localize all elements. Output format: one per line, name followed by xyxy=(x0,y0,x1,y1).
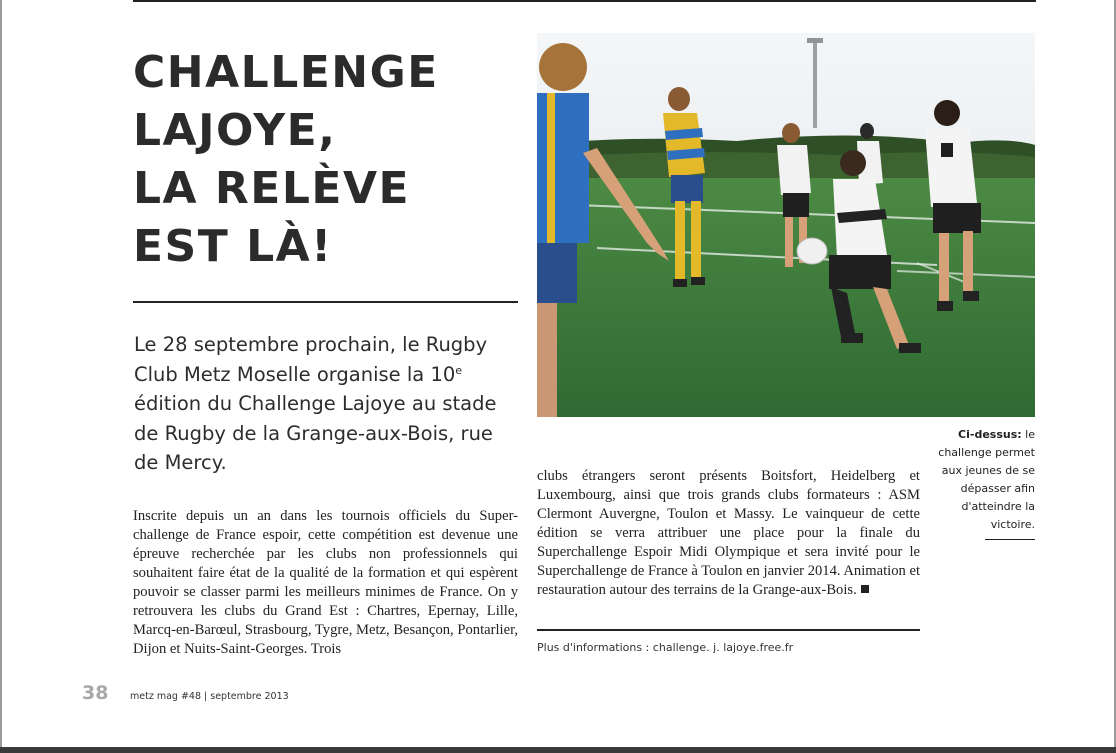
caption-rule xyxy=(985,539,1035,540)
lead-superscript: e xyxy=(455,363,463,377)
body-column-1-text: Inscrite depuis un an dans les tournois officiels du Super-challenge de France espoir, cette compétition est devenue une épreuve recherchée par les clubs non professionnels qui souhaitent faire état de la qualité de la formation et qui espèrent pouvoir se classer parmi les meilleurs minimes de France. On y retrouvera les clubs du Grand Est : Chartres, Epernay, Lille, Marcq-en-Barœul, Strasbourg, Tygre, Metz, Besançon, Pontarlier, Dijon et Nuits-Saint-Georges. Trois xyxy=(133,508,518,657)
body-column-2 xyxy=(537,467,920,600)
lead-paragraph xyxy=(134,330,518,478)
caption-text: le challenge permet aux jeunes de se dépasser afin d'atteindre la victoire. xyxy=(938,428,1035,531)
page-frame-bottom xyxy=(0,747,1116,753)
info-rule xyxy=(537,629,920,631)
headline-line: CHALLENGE xyxy=(133,47,439,98)
headline xyxy=(133,44,533,276)
body-column-1 xyxy=(133,507,518,659)
top-rule xyxy=(133,0,1036,2)
headline-line: EST LÀ! xyxy=(133,221,333,272)
headline-line: LA RELÈVE xyxy=(133,163,411,214)
more-info-line: Plus d'informations : challenge. j. lajoye.free.fr xyxy=(537,641,794,654)
lead-text-after: édition du Challenge Lajoye au stade de Rugby de la Grange-aux-Bois, rue de Mercy. xyxy=(134,392,497,474)
lead-text-before: Le 28 septembre prochain, le Rugby Club Metz Moselle organise la 10 xyxy=(134,333,488,386)
rugby-photo xyxy=(537,33,1035,417)
headline-rule xyxy=(133,301,518,303)
caption-label: Ci-dessus: xyxy=(958,428,1022,441)
photo-caption xyxy=(930,426,1035,534)
end-mark xyxy=(861,585,869,593)
headline-line: LAJOYE, xyxy=(133,105,337,156)
page-frame-left xyxy=(0,0,2,753)
footer-text: metz mag #48 | septembre 2013 xyxy=(130,691,289,702)
page-number: 38 xyxy=(82,682,109,704)
body-column-2-text: clubs étrangers seront présents Boitsfort, Heidelberg et Luxembourg, ainsi que trois grands clubs formateurs : ASM Clermont Auvergne, Toulon et Massy. Le vainqueur de cette édition se verra attribuer une place pour la finale du Superchallenge Espoir Midi Olympique et sera invité pour le Superchallenge de France à Toulon en janvier 2014. Animation et restauration autour des terrains de la Grange-aux-Bois. xyxy=(537,468,920,598)
